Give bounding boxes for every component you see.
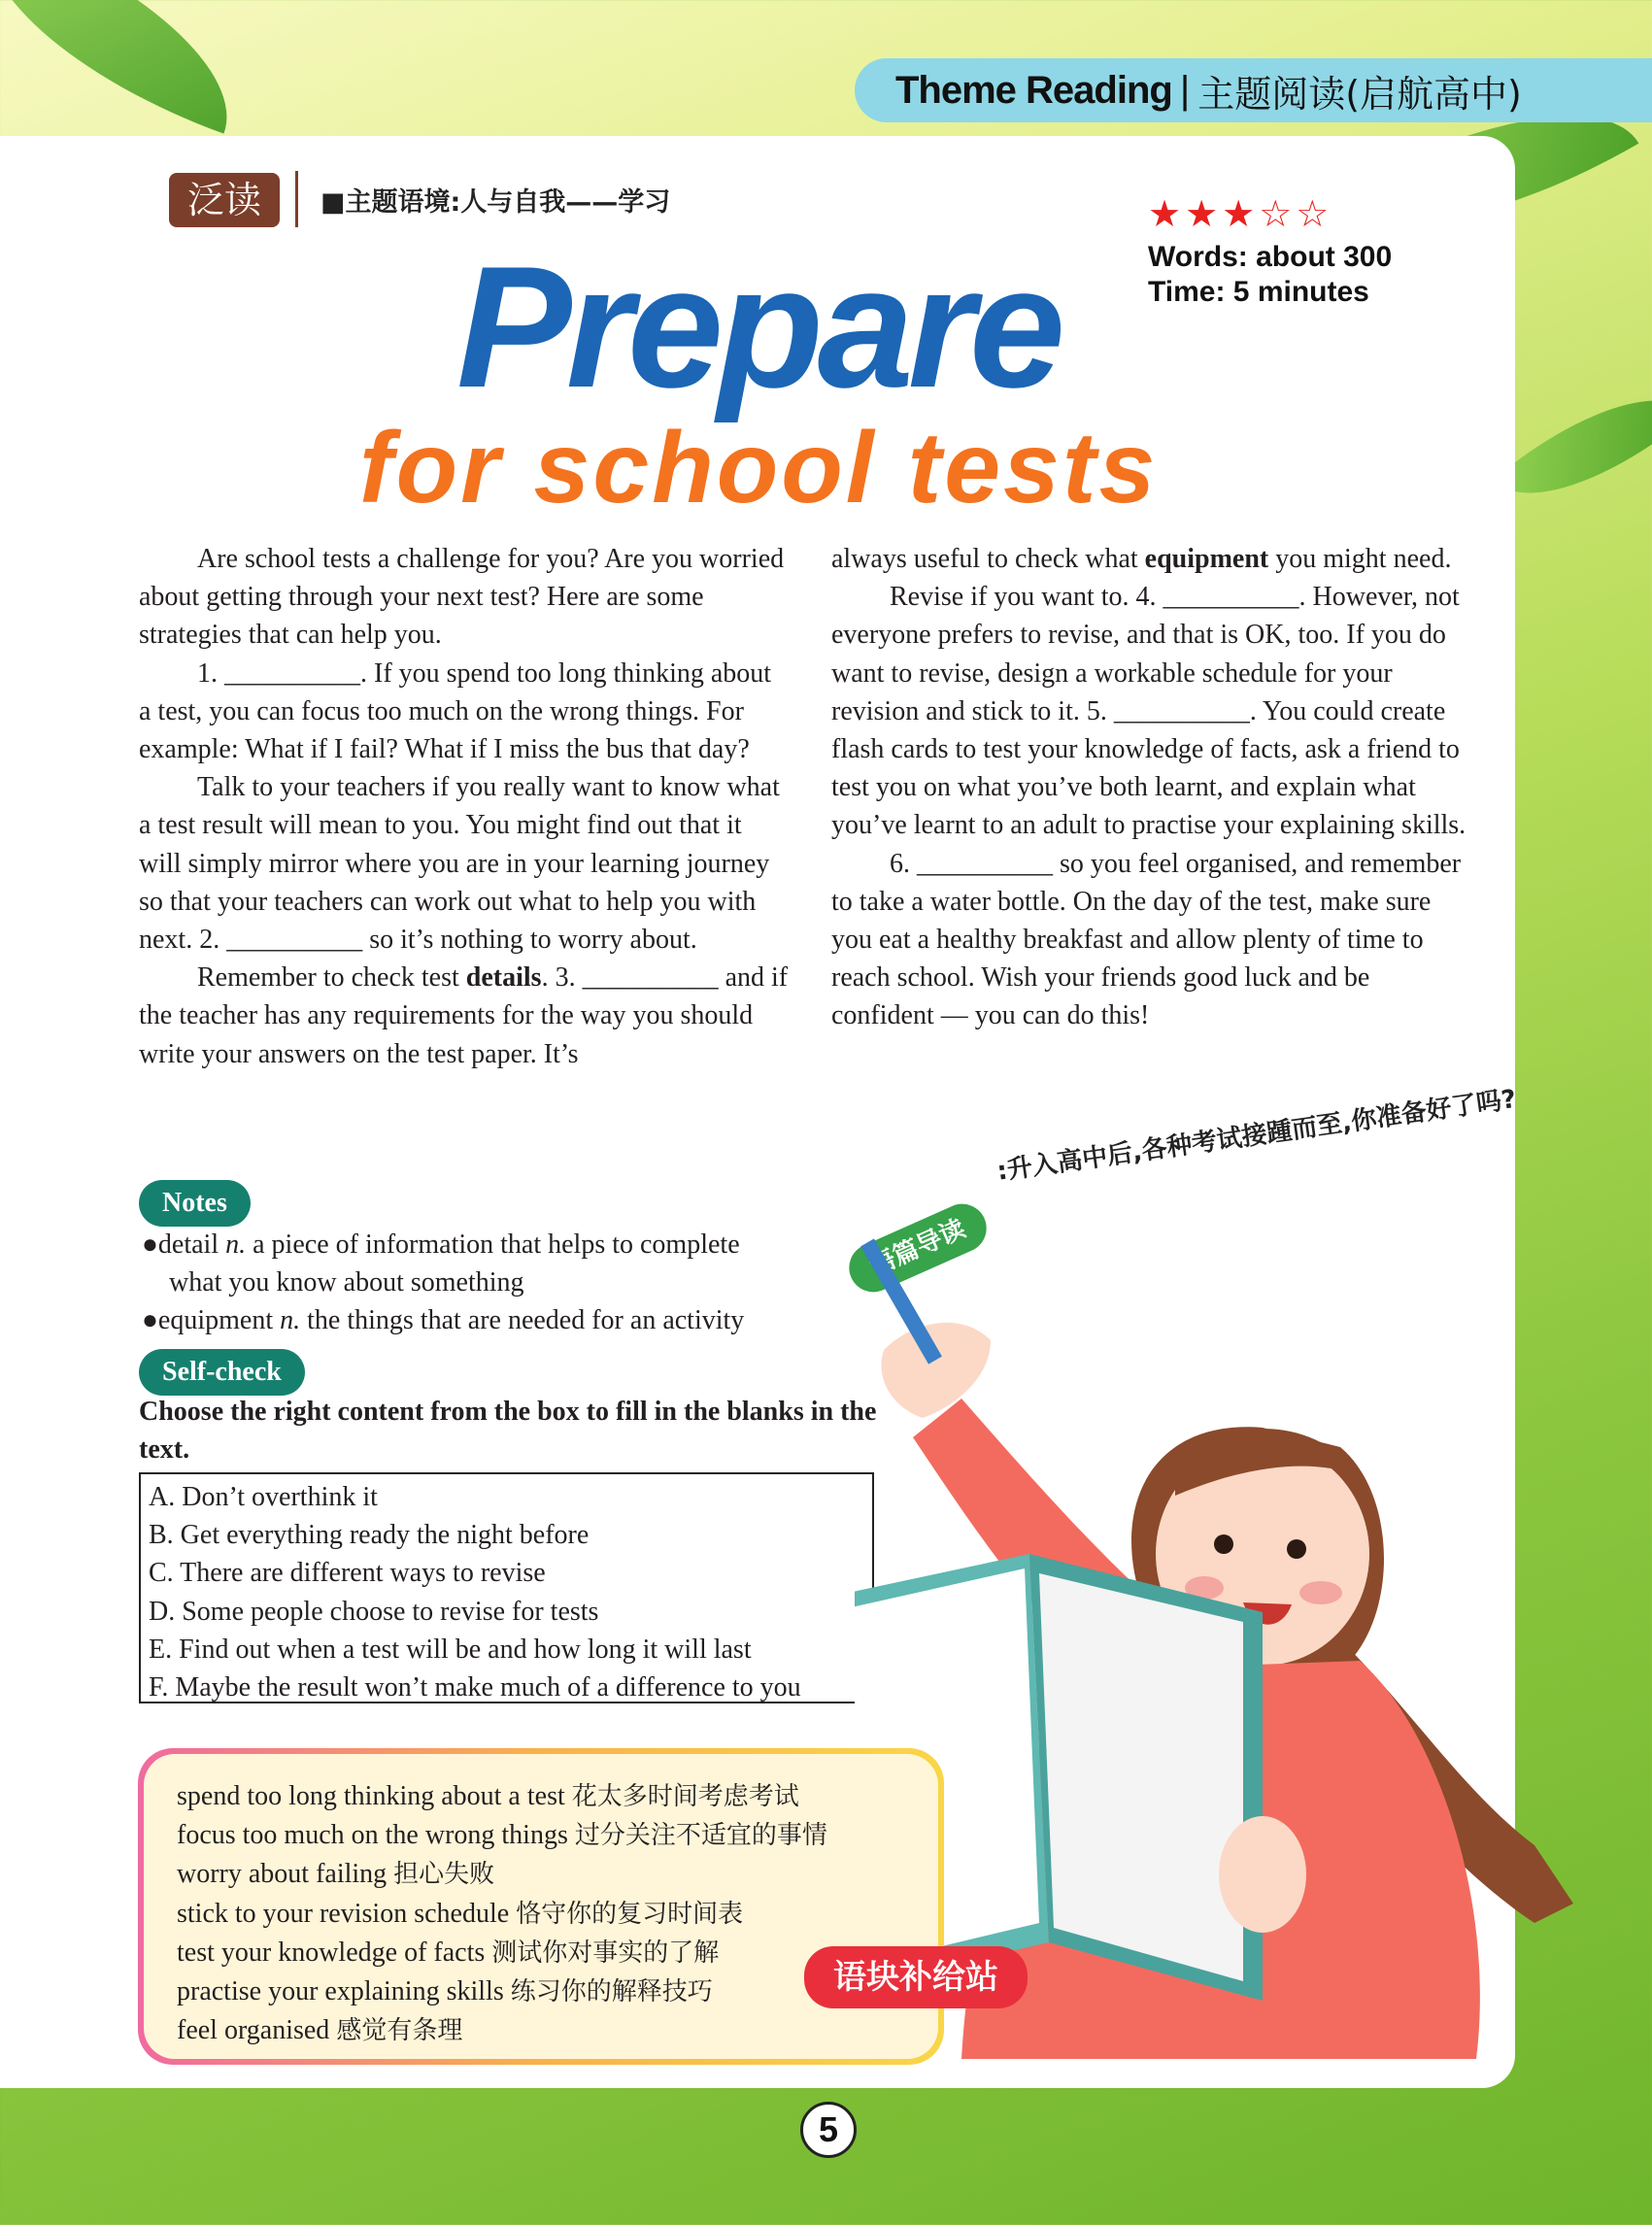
note-def: the things that are needed for an activity bbox=[307, 1305, 745, 1335]
text-run: always useful to check what bbox=[831, 544, 1145, 574]
article-right-column bbox=[831, 540, 1472, 1035]
chunk-item bbox=[177, 1777, 905, 1816]
note-pos: n. bbox=[225, 1230, 247, 1260]
option-item: D. Some people choose to revise for tests bbox=[149, 1596, 599, 1627]
bullet-icon: ● bbox=[142, 1230, 158, 1260]
word-count: Words: about 300 bbox=[1148, 241, 1393, 273]
note-word: equipment bbox=[157, 1305, 274, 1335]
option-item: C. There are different ways to revise bbox=[149, 1558, 546, 1589]
hand-raised bbox=[881, 1323, 991, 1418]
chunk-cn: 练习你的解释技巧 bbox=[510, 1977, 713, 2007]
page-number: 5 bbox=[800, 2102, 857, 2158]
section-header-tab bbox=[855, 58, 1652, 122]
paragraph: Revise if you want to. 4. __________. However, not everyone prefers to revise, and that is OK, too. If you do want to revise, design a workable schedule for your revision and stick to it. 5. __________. You could create flash cards to test your knowledge of facts, ask a friend to test you on what you’ve both learnt, and explain what you’ve learnt to an adult to practise your explaining skills. bbox=[831, 582, 1467, 841]
paragraph: Talk to your teachers if you really want to know what a test result will mean to you. You might find out that it will simply mirror where you are in your learning journey so that your teachers can work out what to help you with next. 2. __________ so it’s nothing to worry about. bbox=[139, 772, 780, 956]
reading-time: Time: 5 minutes bbox=[1148, 276, 1369, 308]
option-item: F. Maybe the result won’t make much of a difference to you bbox=[149, 1672, 801, 1703]
header-title-en: Theme Reading bbox=[895, 68, 1172, 112]
chunk-item bbox=[177, 1855, 905, 1894]
chunk-cn: 过分关注不适宜的事情 bbox=[574, 1821, 827, 1851]
paragraph: 6. __________ so you feel organised, and remember to take a water bottle. On the day of the test, make sure you eat a healthy breakfast and allow plenty of time to reach school. Wish your friends good luck and be confident — you can do this! bbox=[831, 848, 1462, 1031]
notes-list bbox=[142, 1226, 841, 1339]
note-def: a piece of information that helps to complete bbox=[253, 1230, 740, 1260]
option-item: A. Don’t overthink it bbox=[149, 1482, 378, 1512]
hand-holding-book bbox=[1219, 1816, 1306, 1933]
bullet-icon: ● bbox=[142, 1305, 158, 1335]
chunk-en: worry about failing bbox=[177, 1859, 388, 1890]
header-title-cn: 主题阅读(启航高中) bbox=[1197, 72, 1522, 116]
option-item: B. Get everything ready the night before bbox=[149, 1520, 590, 1551]
leaf-decoration bbox=[0, 0, 263, 134]
tag-divider bbox=[295, 171, 298, 227]
text-run: Remember to check test bbox=[197, 962, 466, 994]
guide-label: 语篇导读 bbox=[841, 1197, 994, 1300]
chunk-en: practise your explaining skills bbox=[177, 1976, 504, 2007]
option-item: E. Find out when a test will be and how long it will last bbox=[149, 1634, 752, 1665]
paragraph bbox=[831, 540, 1472, 578]
note-item bbox=[142, 1226, 841, 1264]
guide-text: :升入高中后,各种考试接踵而至,你准备好了吗? bbox=[995, 1084, 1518, 1187]
bold-word: details bbox=[465, 962, 542, 994]
selfcheck-label: Self-check bbox=[139, 1349, 305, 1396]
chunk-cn: 恪守你的复习时间表 bbox=[516, 1899, 744, 1929]
chunk-item bbox=[177, 2011, 905, 2050]
eye-right bbox=[1287, 1539, 1306, 1559]
note-pos: n. bbox=[280, 1305, 301, 1335]
chunk-en: spend too long thinking about a test bbox=[177, 1781, 565, 1811]
chunk-en: feel organised bbox=[177, 2015, 330, 2046]
text-run: you might need. bbox=[1268, 544, 1452, 574]
chunk-cn: 测试你对事实的了解 bbox=[491, 1938, 720, 1968]
note-item-cont: what you know about something bbox=[169, 1267, 524, 1298]
cheek-right bbox=[1299, 1581, 1342, 1604]
chunk-en: stick to your revision schedule bbox=[177, 1898, 510, 1929]
text-run: . 3. __________ bbox=[541, 962, 719, 994]
note-item bbox=[142, 1301, 841, 1339]
text-run bbox=[719, 962, 725, 993]
paragraph: Are school tests a challenge for you? Are you worried about getting through your next test? Here are some strategies that can help you. bbox=[139, 544, 785, 651]
chunk-item bbox=[177, 1816, 905, 1855]
chunk-item bbox=[177, 1895, 905, 1934]
book-page-right bbox=[1039, 1573, 1243, 1981]
header-separator: | bbox=[1179, 68, 1191, 112]
chunk-badge: 语块补给站 bbox=[804, 1946, 1028, 2008]
theme-context: ■主题语境:人与自我——学习 bbox=[320, 187, 671, 218]
reading-type-tag: 泛读 bbox=[169, 173, 280, 227]
options-box bbox=[139, 1472, 874, 1703]
chunk-item bbox=[177, 1972, 905, 2011]
note-word: detail bbox=[157, 1230, 219, 1260]
bold-word: equipment bbox=[1144, 544, 1269, 574]
chunk-cn: 感觉有条理 bbox=[336, 2016, 463, 2046]
text-run: and if the teacher has any requirements for the way you should write your answers on the test paper. It’s bbox=[139, 962, 789, 1069]
chunk-cn: 担心失败 bbox=[393, 1860, 495, 1890]
article-title-sub: for school tests bbox=[359, 412, 1159, 524]
chunk-en: test your knowledge of facts bbox=[177, 1937, 486, 1968]
chunk-cn: 花太多时间考虑考试 bbox=[571, 1782, 799, 1811]
phrase-chunk-box bbox=[138, 1748, 944, 2065]
paragraph bbox=[139, 959, 790, 1073]
chunk-item bbox=[177, 1934, 905, 1972]
chunk-en: focus too much on the wrong things bbox=[177, 1820, 568, 1851]
selfcheck-instruction: Choose the right content from the box to fill in the blanks in the text. bbox=[139, 1397, 877, 1465]
difficulty-stars: ★★★☆☆ bbox=[1148, 192, 1333, 235]
eye-left bbox=[1214, 1534, 1233, 1554]
phrase-chunk-inner bbox=[144, 1754, 938, 2059]
leaf-decoration bbox=[1494, 354, 1652, 539]
article-left-column bbox=[139, 540, 790, 1073]
paragraph: 1. __________. If you spend too long thinking about a test, you can focus too much on the wrong things. For example: What if I fail? What if I miss the bus that day? bbox=[139, 657, 772, 765]
notes-label: Notes bbox=[139, 1180, 251, 1227]
article-title-main: Prepare bbox=[456, 230, 1060, 423]
